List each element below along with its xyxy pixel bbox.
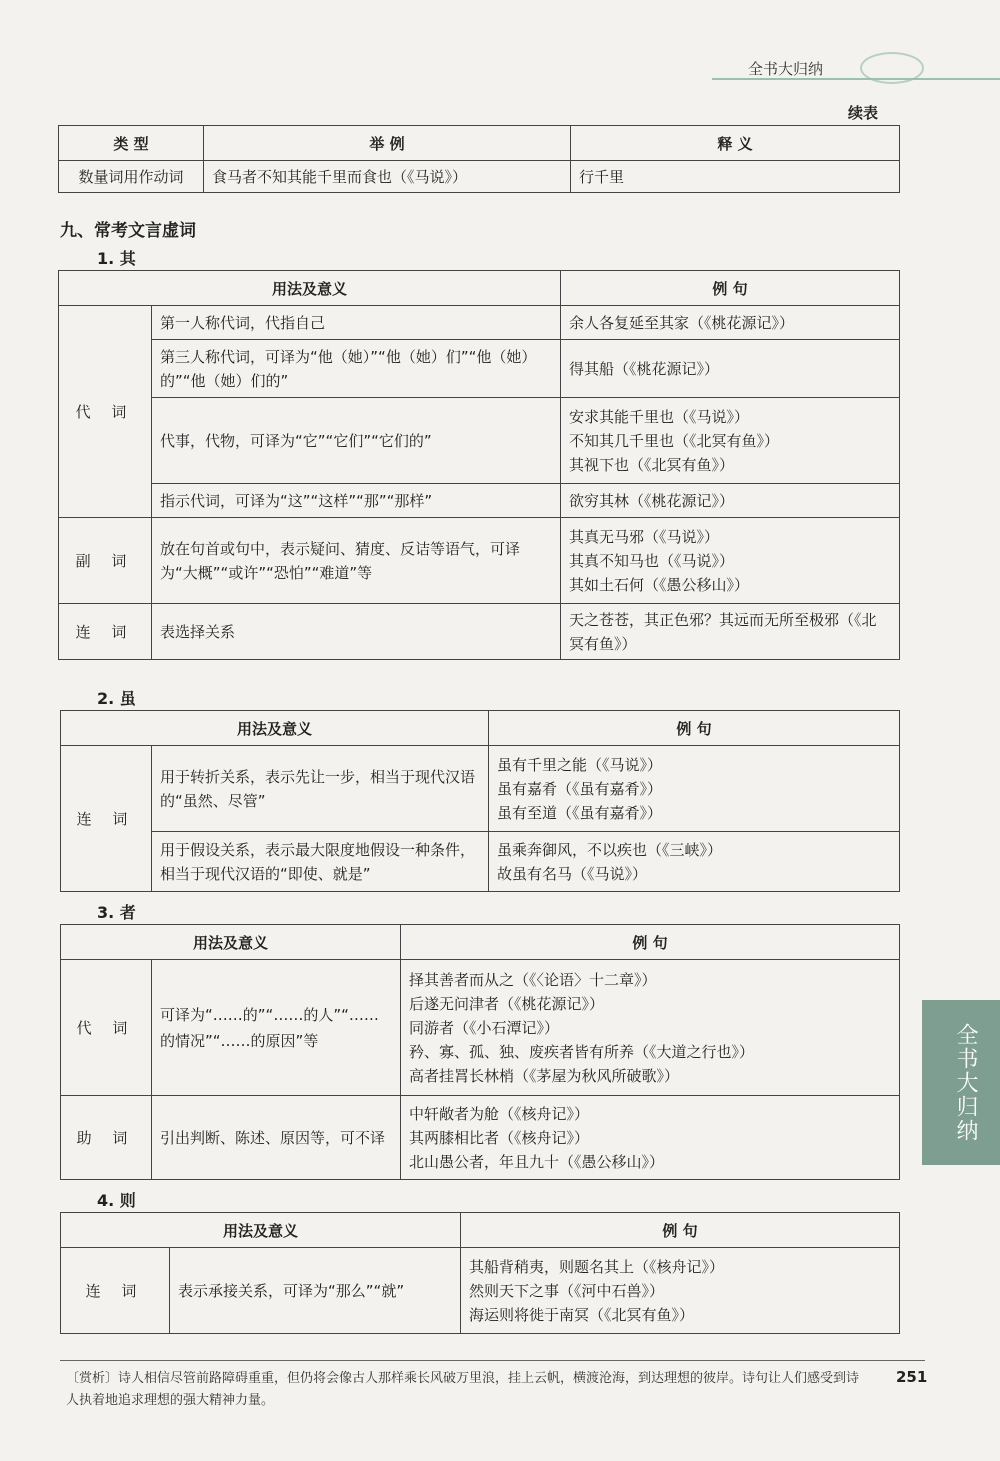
sui-header-usage: 用法及意义: [61, 711, 489, 746]
zhe-example-2: 中轩敞者为舱（《核舟记》） 其两膝相比者（《核舟记》） 北山愚公者，年且九十（《愚公移山》）: [401, 1096, 900, 1180]
header-type: 类 型: [59, 126, 204, 161]
qi-title: 1. 其: [97, 249, 136, 268]
qi-cat-conj: 连 词: [59, 604, 152, 660]
zhe-example-1: 择其善者而从之（《〈论语〉十二章》） 后遂无问津者（《桃花源记》） 同游者（《小石潭记》） 矜、寡、孤、独、废疾者皆有所养（《大道之行也》） 高者挂罥长林梢（《茅屋为秋风所破歌》）: [401, 960, 900, 1096]
sui-example-1: 虽有千里之能（《马说》） 虽有嘉肴（《虽有嘉肴》） 虽有至道（《虽有嘉肴》）: [489, 746, 900, 832]
cell-type: 数量词用作动词: [59, 161, 204, 193]
header-label: 全书大归纳: [748, 60, 824, 78]
ze-example-1: 其船背稍夷，则题名其上（《核舟记》） 然则天下之事（《河中石兽》） 海运则将徙于南冥（《北冥有鱼》）: [461, 1248, 900, 1334]
header-example: 举 例: [204, 126, 571, 161]
footer-rule: [60, 1360, 925, 1361]
zhe-cat-pronoun: 代 词: [61, 960, 152, 1096]
qi-table: [58, 270, 900, 660]
sui-usage-1: 用于转折关系，表示先让一步，相当于现代汉语的“虽然、尽管”: [152, 746, 489, 832]
side-tab: 全书大归纳: [922, 1000, 1000, 1165]
qi-usage-5: 放在句首或句中，表示疑问、猜度、反诘等语气，可译为“大概”“或许”“恐怕”“难道”等: [152, 518, 561, 604]
zhe-cat-aux: 助 词: [61, 1096, 152, 1180]
ze-header-example: 例 句: [461, 1213, 900, 1248]
zhe-usage-1: 可译为“……的”“……的人”“……的情况”“……的原因”等: [152, 960, 401, 1096]
footer-note: 〔赏析〕诗人相信尽管前路障碍重重，但仍将会像古人那样乘长风破万里浪，挂上云帆，横渡沧海，到达理想的彼岸。诗句让人们感受到诗人执着地追求理想的强大精神力量。: [66, 1371, 860, 1408]
qi-usage-4: 指示代词，可译为“这”“这样”“那”“那样”: [152, 484, 561, 518]
qi-usage-3: 代事，代物，可译为“它”“它们”“它们的”: [152, 398, 561, 484]
qi-usage-6: 表选择关系: [152, 604, 561, 660]
ze-header-usage: 用法及意义: [61, 1213, 461, 1248]
zhe-header-example: 例 句: [401, 925, 900, 960]
sui-example-2: 虽乘奔御风，不以疾也（《三峡》） 故虽有名马（《马说》）: [489, 832, 900, 892]
qi-example-3: 安求其能千里也（《马说》） 不知其几千里也（《北冥有鱼》） 其视下也（《北冥有鱼》）: [561, 398, 900, 484]
qi-example-6: 天之苍苍，其正色邪？其远而无所至极邪（《北冥有鱼》）: [561, 604, 900, 660]
sui-header-example: 例 句: [489, 711, 900, 746]
table-continued: [58, 125, 900, 193]
qi-example-4: 欲穷其林（《桃花源记》）: [561, 484, 900, 518]
zhe-title: 3. 者: [97, 903, 136, 922]
header-meaning: 释 义: [571, 126, 900, 161]
zhe-header-usage: 用法及意义: [61, 925, 401, 960]
ze-cat-conj: 连 词: [61, 1248, 170, 1334]
qi-example-1: 余人各复延至其家（《桃花源记》）: [561, 306, 900, 340]
qi-example-5: 其真无马邪（《马说》） 其真不知马也（《马说》） 其如土石何（《愚公移山》）: [561, 518, 900, 604]
sui-table: [60, 710, 900, 892]
continued-label: 续表: [848, 104, 879, 122]
cell-example: 食马者不知其能千里而食也（《马说》）: [204, 161, 571, 193]
page-number: 251: [896, 1368, 928, 1386]
ze-usage-1: 表示承接关系，可译为“那么”“就”: [170, 1248, 461, 1334]
qi-usage-2: 第三人称代词，可译为“他（她）”“他（她）们”“他（她）的”“他（她）们的”: [152, 340, 561, 398]
sui-usage-2: 用于假设关系，表示最大限度地假设一种条件，相当于现代汉语的“即使、就是”: [152, 832, 489, 892]
qi-cat-adverb: 副 词: [59, 518, 152, 604]
qi-cat-pronoun: 代 词: [59, 306, 152, 518]
header-rule: [712, 78, 1000, 80]
ze-table: [60, 1212, 900, 1334]
zhe-table: [60, 924, 900, 1180]
sui-cat-conj: 连 词: [61, 746, 152, 892]
qi-header-example: 例 句: [561, 271, 900, 306]
section-title: 九、常考文言虚词: [60, 221, 196, 241]
qi-header-usage: 用法及意义: [59, 271, 561, 306]
sui-title: 2. 虽: [97, 689, 136, 708]
ze-title: 4. 则: [97, 1191, 136, 1210]
cell-meaning: 行千里: [571, 161, 900, 193]
qi-example-2: 得其船（《桃花源记》）: [561, 340, 900, 398]
zhe-usage-2: 引出判断、陈述、原因等，可不译: [152, 1096, 401, 1180]
qi-usage-1: 第一人称代词，代指自己: [152, 306, 561, 340]
